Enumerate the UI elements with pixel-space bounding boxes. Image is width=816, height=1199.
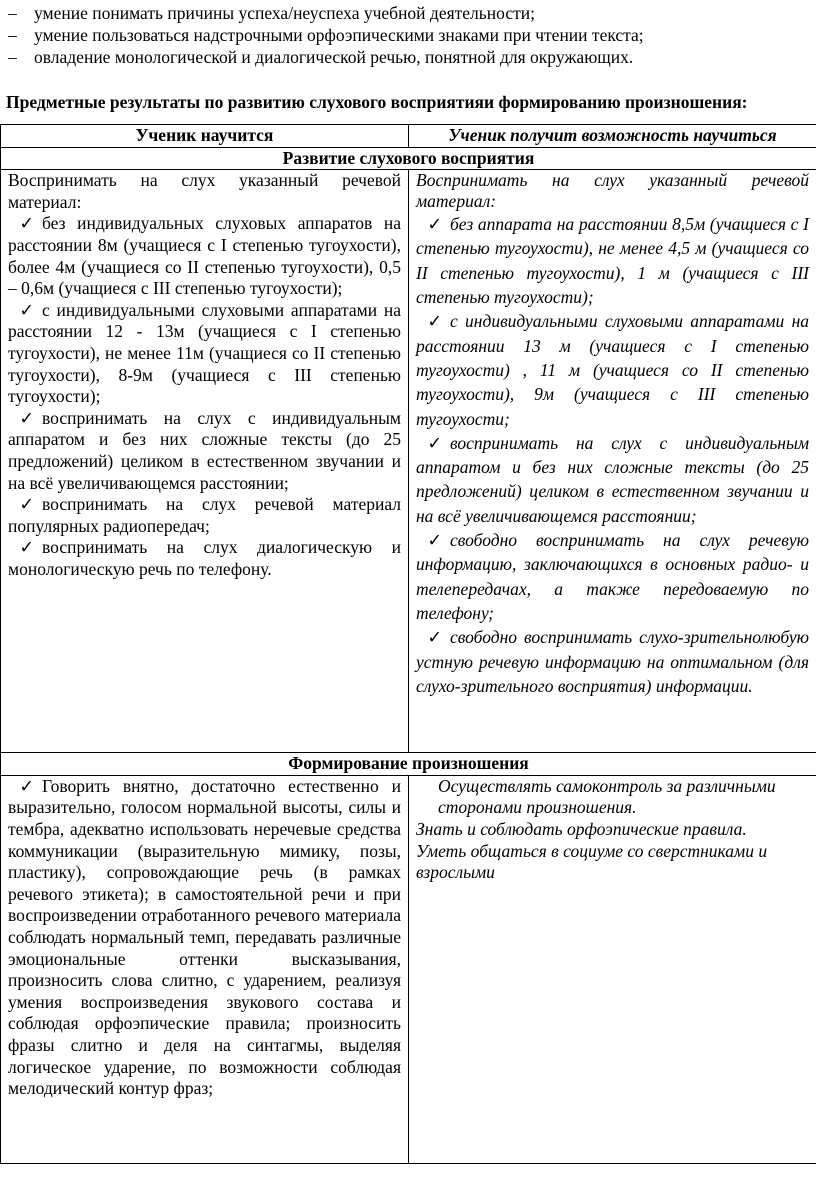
section-title-pronunciation: Формирование произношения <box>1 753 816 776</box>
dash-bullet: – <box>8 3 17 23</box>
cell-intro-text: Воспринимать на слух указанный речевой материал: <box>8 170 401 212</box>
table-row <box>1 170 816 753</box>
intro-list <box>8 2 808 68</box>
section-title-hearing: Развитие слухового восприятия <box>1 147 816 170</box>
section-title-row <box>1 753 816 776</box>
check-icon: ✓ <box>19 299 34 320</box>
section-heading: Предметные результаты по развитию слухового восприятияи формированию произношения: <box>6 92 748 112</box>
check-icon: ✓ <box>427 214 442 235</box>
dash-bullet: – <box>8 25 17 45</box>
check-icon: ✓ <box>19 494 34 515</box>
check-icon: ✓ <box>427 627 442 648</box>
col-header-will-learn: Ученик научится <box>1 125 409 148</box>
check-icon: ✓ <box>427 530 442 551</box>
hearing-right-cell: Воспринимать на слух указанный речевой материал: ✓ без аппарата на расстоянии 8,5м (учащиеся с I степенью тугоухости), не менее 4,5 м (учащиеся со II степенью тугоухости), 1 м (учащиеся с III степенью тугоухости); ✓ с индивидуальными слуховыми аппаратами на расстоянии 13 м (учащиеся с I степенью тугоухости) , 11 м (учащиеся со II степенью тугоухости), 9м (учащиеся с III степенью тугоухости; ✓ воспринимать на слух с индивидуальным аппаратом и без них сложные тексты (до 25 предложений) целиком в естественном звучании и на всё увеличивающемся расстоянии; ✓ свободно воспринимать на слух речевую информацию, заключающихся в основных радио- и телепередачах, а также передоваемую по телефону; ✓ свободно воспринимать слухо-зрительнолюбую устную речевую информацию на оптимальном (для слухо-зрительного восприятия) информации. <box>409 170 816 753</box>
table-row <box>1 775 816 1163</box>
pronunciation-right-cell: Осуществлять самоконтроль за различными сторонами произношения. Знать и соблюдать орфоэпические правила. Уметь общаться в социуме со сверстниками и взрослыми <box>409 775 816 1163</box>
intro-item: – умение пользоваться надстрочными орфоэпическими знаками при чтении текста; <box>8 25 644 45</box>
hearing-left-cell: Воспринимать на слух указанный речевой материал: ✓ без индивидуальных слуховых аппаратов на расстоянии 8м (учащиеся с I степенью тугоухости), более 4м (учащиеся со II степенью тугоухости), 0,5 – 0,6м (учащиеся с III степенью тугоухости); ✓ с индивидуальными слуховыми аппаратами на расстоянии 12 - 13м (учащиеся с I степенью тугоухости), не менее 11м (учащиеся со II степенью тугоухости), 8-9м (учащиеся с III степенью тугоухости); ✓ воспринимать на слух с индивидуальным аппаратом и без них сложные тексты (до 25 предложений) целиком в естественном звучании и на всё увеличивающемся расстоянии; ✓ воспринимать на слух речевой материал популярных радиопередач; ✓ воспринимать на слух диалогическую и монологическую речь по телефону. <box>1 170 409 753</box>
col-header-opportunity: Ученик получит возможность научиться <box>409 125 816 148</box>
check-icon: ✓ <box>19 407 34 428</box>
intro-item: – овладение монологической и диалогической речью, понятной для окружающих. <box>8 47 634 67</box>
pronunciation-left-cell: ✓ Говорить внятно, достаточно естественно и выразительно, голосом нормальной высоты, силы и тембра, адекватно использовать неречевые средства коммуникации (выразительную мимику, позы, пластику), сопровождающие речь (в рамках речевого этикета); в самостоятельной речи и при воспроизведении отработанного речевого материала соблюдать нормальный темп, передавать различные эмоциональные оттенки высказывания, произносить слова слитно, с ударением, реализуя умения воспроизведения звукового состава и соблюдая орфоэпические правила; произносить фразы слитно и деля на синтагмы, выделяя логическое ударение, по возможности соблюдая мелодический контур фраз; <box>1 775 409 1163</box>
results-table <box>0 124 816 1164</box>
cell-intro-text: Воспринимать на слух указанный речевой материал: <box>416 170 809 212</box>
check-icon: ✓ <box>427 432 442 453</box>
check-icon: ✓ <box>19 775 34 796</box>
intro-item: – умение понимать причины успеха/неуспеха учебной деятельности; <box>8 3 535 23</box>
check-icon: ✓ <box>427 311 442 332</box>
check-icon: ✓ <box>19 213 34 234</box>
table-header-row <box>1 125 816 148</box>
check-icon: ✓ <box>19 537 34 558</box>
section-title-row <box>1 147 816 170</box>
dash-bullet: – <box>8 47 17 67</box>
